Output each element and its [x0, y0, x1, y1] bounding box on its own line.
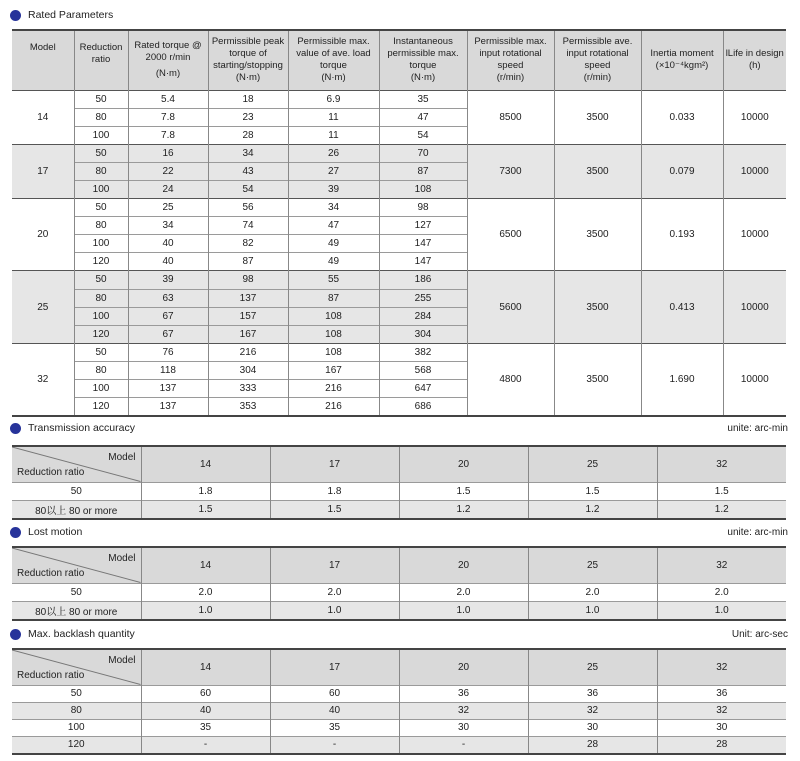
model-cell: 25 — [12, 271, 74, 343]
ratio-cell: 50 — [74, 199, 128, 217]
max-speed-cell: 7300 — [467, 144, 554, 198]
avg-load-cell: 49 — [288, 235, 379, 253]
ratio-cell: 50 — [12, 685, 141, 702]
ave-speed-cell: 3500 — [554, 144, 641, 198]
section-title: Rated Parameters — [28, 9, 114, 21]
peak-torque-cell: 333 — [208, 380, 288, 398]
value-cell: 1.5 — [141, 501, 270, 520]
ratio-cell: 100 — [74, 307, 128, 325]
value-cell: 1.0 — [399, 602, 528, 621]
model-header: 17 — [270, 547, 399, 583]
rated-torque-cell: 67 — [128, 325, 208, 343]
corner-ratio-label: Reduction ratio — [17, 466, 85, 478]
value-cell: 1.0 — [528, 602, 657, 621]
value-cell: 60 — [270, 685, 399, 702]
value-cell: 32 — [657, 702, 786, 719]
value-cell: 1.2 — [528, 501, 657, 520]
model-header: 25 — [528, 649, 657, 685]
value-cell: 2.0 — [657, 583, 786, 602]
table-row — [12, 144, 786, 162]
model-cell: 14 — [12, 90, 74, 144]
unit-label: unite: arc-min — [727, 526, 788, 538]
instant-torque-cell: 70 — [379, 144, 467, 162]
corner-model-label: Model — [108, 452, 136, 463]
rated-torque-cell: 63 — [128, 289, 208, 307]
peak-torque-cell: 18 — [208, 90, 288, 108]
corner-ratio-label: Reduction ratio — [17, 669, 85, 681]
table-row — [12, 482, 786, 501]
rated-torque-cell: 76 — [128, 343, 208, 361]
ratio-cell: 50 — [74, 271, 128, 289]
unit-label: unite: arc-min — [727, 422, 788, 434]
rated-torque-cell: 67 — [128, 307, 208, 325]
avg-load-cell: 34 — [288, 199, 379, 217]
value-cell: 2.0 — [399, 583, 528, 602]
instant-torque-cell: 647 — [379, 380, 467, 398]
table-header-row — [12, 649, 786, 685]
life-cell: 10000 — [723, 144, 786, 198]
avg-load-cell: 47 — [288, 217, 379, 235]
inertia-cell: 0.079 — [641, 144, 723, 198]
rated-torque-cell: 137 — [128, 398, 208, 416]
header-ave-speed: Permissible ave. input rotational speed (r/min) — [554, 30, 641, 90]
avg-load-cell: 49 — [288, 253, 379, 271]
bullet-dot-icon — [10, 629, 21, 640]
header-peak-torque: Permissible peak torque of starting/stopping (N·m) — [208, 30, 288, 90]
ratio-cell: 80 — [74, 361, 128, 379]
peak-torque-cell: 23 — [208, 108, 288, 126]
model-header: 32 — [657, 649, 786, 685]
peak-torque-cell: 87 — [208, 253, 288, 271]
table-row — [12, 737, 786, 754]
peak-torque-cell: 98 — [208, 271, 288, 289]
value-cell: 30 — [657, 719, 786, 736]
inertia-cell: 0.413 — [641, 271, 723, 343]
avg-load-cell: 11 — [288, 126, 379, 144]
rated-torque-cell: 137 — [128, 380, 208, 398]
value-cell: 40 — [141, 702, 270, 719]
model-header: 25 — [528, 547, 657, 583]
value-cell: 1.5 — [528, 482, 657, 501]
avg-load-cell: 26 — [288, 144, 379, 162]
ratio-cell: 100 — [12, 719, 141, 736]
table-row — [12, 702, 786, 719]
model-cell: 17 — [12, 144, 74, 198]
value-cell: - — [399, 737, 528, 754]
peak-torque-cell: 56 — [208, 199, 288, 217]
instant-torque-cell: 108 — [379, 180, 467, 198]
peak-torque-cell: 304 — [208, 361, 288, 379]
avg-load-cell: 11 — [288, 108, 379, 126]
table-row — [12, 685, 786, 702]
rated-torque-cell: 7.8 — [128, 126, 208, 144]
peak-torque-cell: 82 — [208, 235, 288, 253]
ratio-cell: 50 — [74, 90, 128, 108]
ratio-cell: 50 — [74, 343, 128, 361]
life-cell: 10000 — [723, 90, 786, 144]
ratio-cell: 120 — [74, 253, 128, 271]
value-cell: 30 — [528, 719, 657, 736]
value-cell: 1.5 — [270, 501, 399, 520]
max-speed-cell: 4800 — [467, 343, 554, 415]
ratio-cell: 120 — [12, 737, 141, 754]
table-header-row — [12, 446, 786, 482]
rated-torque-cell: 40 — [128, 253, 208, 271]
value-cell: 2.0 — [270, 583, 399, 602]
peak-torque-cell: 216 — [208, 343, 288, 361]
max-speed-cell: 8500 — [467, 90, 554, 144]
corner-header — [12, 649, 141, 685]
value-cell: 1.8 — [141, 482, 270, 501]
rated-torque-cell: 25 — [128, 199, 208, 217]
transmission-accuracy-table — [12, 445, 786, 520]
avg-load-cell: 167 — [288, 361, 379, 379]
peak-torque-cell: 43 — [208, 162, 288, 180]
ave-speed-cell: 3500 — [554, 271, 641, 343]
unit-label: Unit: arc-sec — [731, 628, 788, 640]
corner-header — [12, 547, 141, 583]
max-speed-cell: 5600 — [467, 271, 554, 343]
instant-torque-cell: 35 — [379, 90, 467, 108]
model-header: 17 — [270, 649, 399, 685]
model-header: 20 — [399, 446, 528, 482]
ratio-cell: 80 — [74, 289, 128, 307]
avg-load-cell: 216 — [288, 398, 379, 416]
avg-load-cell: 27 — [288, 162, 379, 180]
avg-load-cell: 6.9 — [288, 90, 379, 108]
value-cell: - — [270, 737, 399, 754]
rated-torque-cell: 34 — [128, 217, 208, 235]
peak-torque-cell: 157 — [208, 307, 288, 325]
section-title: Transmission accuracy — [28, 422, 135, 434]
value-cell: 40 — [270, 702, 399, 719]
value-cell: 1.0 — [270, 602, 399, 621]
instant-torque-cell: 47 — [379, 108, 467, 126]
rated-parameters-heading — [10, 7, 788, 23]
header-rated-torque: Rated torque @ 2000 r/min (N·m) — [128, 30, 208, 90]
model-header: 32 — [657, 446, 786, 482]
value-cell: 36 — [657, 685, 786, 702]
avg-load-cell: 108 — [288, 343, 379, 361]
ratio-cell: 80 — [74, 108, 128, 126]
table-header-row — [12, 547, 786, 583]
rated-parameters-table — [12, 29, 786, 417]
inertia-cell: 0.033 — [641, 90, 723, 144]
instant-torque-cell: 304 — [379, 325, 467, 343]
ratio-cell: 120 — [74, 398, 128, 416]
value-cell: 1.0 — [657, 602, 786, 621]
rated-torque-cell: 5.4 — [128, 90, 208, 108]
value-cell: 2.0 — [141, 583, 270, 602]
value-cell: 2.0 — [528, 583, 657, 602]
avg-load-cell: 108 — [288, 307, 379, 325]
corner-ratio-label: Reduction ratio — [17, 567, 85, 579]
rated-torque-cell: 39 — [128, 271, 208, 289]
rated-torque-cell: 118 — [128, 361, 208, 379]
instant-torque-cell: 54 — [379, 126, 467, 144]
ratio-cell: 100 — [74, 180, 128, 198]
value-cell: 1.2 — [657, 501, 786, 520]
ratio-cell: 100 — [74, 235, 128, 253]
lost-motion-table — [12, 546, 786, 621]
value-cell: 1.0 — [141, 602, 270, 621]
table-row — [12, 199, 786, 217]
table-header-row — [12, 30, 786, 90]
inertia-cell: 0.193 — [641, 199, 723, 271]
model-header: 20 — [399, 649, 528, 685]
table-row — [12, 343, 786, 361]
section-title: Lost motion — [28, 526, 83, 538]
inertia-cell: 1.690 — [641, 343, 723, 415]
value-cell: 36 — [399, 685, 528, 702]
corner-header — [12, 446, 141, 482]
header-model: Model — [12, 30, 74, 90]
rated-torque-cell: 22 — [128, 162, 208, 180]
table-row — [12, 583, 786, 602]
ave-speed-cell: 3500 — [554, 90, 641, 144]
corner-model-label: Model — [108, 655, 136, 666]
ave-speed-cell: 3500 — [554, 343, 641, 415]
ratio-cell: 80以上 80 or more — [12, 501, 141, 520]
value-cell: 32 — [528, 702, 657, 719]
ratio-cell: 80 — [12, 702, 141, 719]
ratio-cell: 80 — [74, 217, 128, 235]
instant-torque-cell: 686 — [379, 398, 467, 416]
peak-torque-cell: 54 — [208, 180, 288, 198]
header-instant-torque: Instantaneous permissible max. torque (N·m) — [379, 30, 467, 90]
max-speed-cell: 6500 — [467, 199, 554, 271]
model-header: 25 — [528, 446, 657, 482]
instant-torque-cell: 87 — [379, 162, 467, 180]
instant-torque-cell: 284 — [379, 307, 467, 325]
model-header: 14 — [141, 547, 270, 583]
instant-torque-cell: 127 — [379, 217, 467, 235]
table-row — [12, 602, 786, 621]
avg-load-cell: 55 — [288, 271, 379, 289]
model-header: 32 — [657, 547, 786, 583]
ratio-cell: 50 — [12, 482, 141, 501]
backlash-heading — [10, 626, 788, 642]
value-cell: 1.5 — [657, 482, 786, 501]
avg-load-cell: 216 — [288, 380, 379, 398]
header-life: lLife in design (h) — [723, 30, 786, 90]
model-header: 14 — [141, 446, 270, 482]
ratio-cell: 100 — [74, 126, 128, 144]
ratio-cell: 80以上 80 or more — [12, 602, 141, 621]
ratio-cell: 100 — [74, 380, 128, 398]
value-cell: 28 — [528, 737, 657, 754]
peak-torque-cell: 167 — [208, 325, 288, 343]
life-cell: 10000 — [723, 199, 786, 271]
value-cell: 35 — [141, 719, 270, 736]
model-cell: 20 — [12, 199, 74, 271]
peak-torque-cell: 34 — [208, 144, 288, 162]
instant-torque-cell: 147 — [379, 235, 467, 253]
section-title: Max. backlash quantity — [28, 628, 135, 640]
instant-torque-cell: 186 — [379, 271, 467, 289]
instant-torque-cell: 255 — [379, 289, 467, 307]
backlash-table — [12, 648, 786, 755]
bullet-dot-icon — [10, 10, 21, 21]
corner-model-label: Model — [108, 553, 136, 564]
ratio-cell: 50 — [12, 583, 141, 602]
model-header: 20 — [399, 547, 528, 583]
bullet-dot-icon — [10, 527, 21, 538]
value-cell: - — [141, 737, 270, 754]
value-cell: 28 — [657, 737, 786, 754]
peak-torque-cell: 28 — [208, 126, 288, 144]
transmission-accuracy-heading — [10, 420, 788, 436]
peak-torque-cell: 74 — [208, 217, 288, 235]
avg-load-cell: 87 — [288, 289, 379, 307]
rated-torque-cell: 7.8 — [128, 108, 208, 126]
model-header: 17 — [270, 446, 399, 482]
ratio-cell: 120 — [74, 325, 128, 343]
life-cell: 10000 — [723, 343, 786, 415]
value-cell: 35 — [270, 719, 399, 736]
ratio-cell: 50 — [74, 144, 128, 162]
value-cell: 1.5 — [399, 482, 528, 501]
instant-torque-cell: 568 — [379, 361, 467, 379]
instant-torque-cell: 98 — [379, 199, 467, 217]
header-inertia: Inertia moment (×10⁻⁴kgm²) — [641, 30, 723, 90]
table-row — [12, 501, 786, 520]
peak-torque-cell: 137 — [208, 289, 288, 307]
model-cell: 32 — [12, 343, 74, 415]
ratio-cell: 80 — [74, 162, 128, 180]
life-cell: 10000 — [723, 271, 786, 343]
value-cell: 60 — [141, 685, 270, 702]
value-cell: 36 — [528, 685, 657, 702]
peak-torque-cell: 353 — [208, 398, 288, 416]
model-header: 14 — [141, 649, 270, 685]
rated-torque-cell: 16 — [128, 144, 208, 162]
table-row — [12, 719, 786, 736]
lost-motion-heading — [10, 524, 788, 540]
value-cell: 1.8 — [270, 482, 399, 501]
header-avg-load-torque: Permissible max. value of ave. load torque (N·m) — [288, 30, 379, 90]
table-row — [12, 90, 786, 108]
value-cell: 30 — [399, 719, 528, 736]
value-cell: 32 — [399, 702, 528, 719]
rated-torque-cell: 24 — [128, 180, 208, 198]
avg-load-cell: 108 — [288, 325, 379, 343]
avg-load-cell: 39 — [288, 180, 379, 198]
value-cell: 1.2 — [399, 501, 528, 520]
bullet-dot-icon — [10, 423, 21, 434]
instant-torque-cell: 147 — [379, 253, 467, 271]
table-row — [12, 271, 786, 289]
rated-torque-cell: 40 — [128, 235, 208, 253]
header-ratio: Reduction ratio — [74, 30, 128, 90]
ave-speed-cell: 3500 — [554, 199, 641, 271]
header-max-speed: Permissible max. input rotational speed (r/min) — [467, 30, 554, 90]
instant-torque-cell: 382 — [379, 343, 467, 361]
